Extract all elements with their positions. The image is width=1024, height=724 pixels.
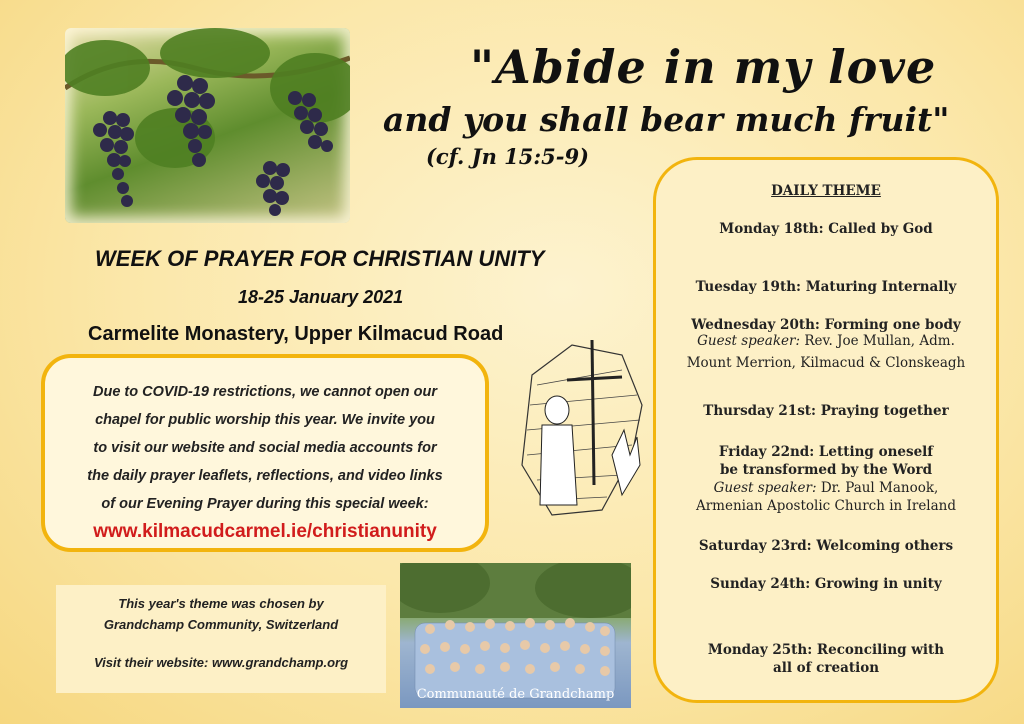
speaker-name: Dr. Paul Manook, xyxy=(816,480,939,496)
sketch-illustration xyxy=(512,335,650,523)
day-title: Friday 22nd: Letting oneself xyxy=(718,444,934,460)
photo-caption: Communauté de Grandchamp xyxy=(416,687,615,702)
day-title: Tuesday 19th: Maturing Internally xyxy=(695,279,957,295)
theme-day-wednesday-20 xyxy=(656,317,996,371)
website-link[interactable]: www.kilmacudcarmel.ie/christianunity xyxy=(93,521,437,542)
grapes-illustration xyxy=(65,28,350,223)
event-venue: Carmelite Monastery, Upper Kilmacud Road xyxy=(88,323,504,345)
speaker-label: Guest speaker: xyxy=(713,480,817,496)
day-title: Saturday 23rd: Welcoming others xyxy=(698,538,954,554)
daily-theme-heading: DAILY THEME xyxy=(771,183,881,199)
grandchamp-line-1: This year's theme was chosen by xyxy=(118,596,324,611)
event-dates: 18-25 January 2021 xyxy=(238,287,404,307)
day-title: Wednesday 20th: Forming one body xyxy=(691,317,961,333)
day-title: Monday 25th: Reconciling with xyxy=(707,642,945,658)
community-photo xyxy=(400,563,631,708)
daily-theme-panel xyxy=(653,157,999,703)
day-title-cont: be transformed by the Word xyxy=(719,462,933,478)
theme-day-thursday-21 xyxy=(656,403,996,419)
event-title: WEEK OF PRAYER FOR CHRISTIAN UNITY xyxy=(95,246,545,271)
grandchamp-website: Visit their website: www.grandchamp.org xyxy=(93,655,349,670)
theme-day-saturday-23 xyxy=(656,538,996,554)
grape-cluster xyxy=(93,111,134,207)
theme-day-friday-22 xyxy=(656,443,996,515)
speaker-detail: Armenian Apostolic Church in Ireland xyxy=(695,498,957,514)
day-title: Sunday 24th: Growing in unity xyxy=(710,576,942,592)
quote-line-2: and you shall bear much fruit" xyxy=(383,100,950,139)
notice-line: to visit our website and social media accounts for xyxy=(93,440,437,456)
grandchamp-info xyxy=(56,585,386,693)
day-title-cont: all of creation xyxy=(772,660,880,676)
day-speaker xyxy=(656,479,996,497)
notice-line: chapel for public worship this year. We invite you xyxy=(95,412,435,428)
quote-line-1: "Abide in my love xyxy=(470,40,937,94)
notice-line: Due to COVID-19 restrictions, we cannot open our xyxy=(92,384,438,400)
notice-line: of our Evening Prayer during this special week: xyxy=(101,496,429,512)
notice-line: the daily prayer leaflets, reflections, and video links xyxy=(87,468,443,484)
speaker-detail: Mount Merrion, Kilmacud & Clonskeagh xyxy=(686,355,966,371)
day-title: Thursday 21st: Praying together xyxy=(703,403,949,419)
quote-reference: (cf. Jn 15:5-9) xyxy=(426,144,589,169)
covid-notice xyxy=(41,354,489,552)
grapes-image xyxy=(65,28,350,223)
day-speaker xyxy=(656,333,996,349)
speaker-label: Guest speaker: xyxy=(697,333,801,349)
speaker-name: Rev. Joe Mullan, Adm. xyxy=(800,333,955,349)
theme-day-tuesday-19 xyxy=(656,279,996,295)
day-title: Monday 18th: Called by God xyxy=(719,221,933,237)
grandchamp-line-2: Grandchamp Community, Switzerland xyxy=(103,617,339,632)
theme-day-monday-18 xyxy=(656,221,996,237)
theme-day-monday-25 xyxy=(656,641,996,677)
theme-day-sunday-24 xyxy=(656,576,996,592)
